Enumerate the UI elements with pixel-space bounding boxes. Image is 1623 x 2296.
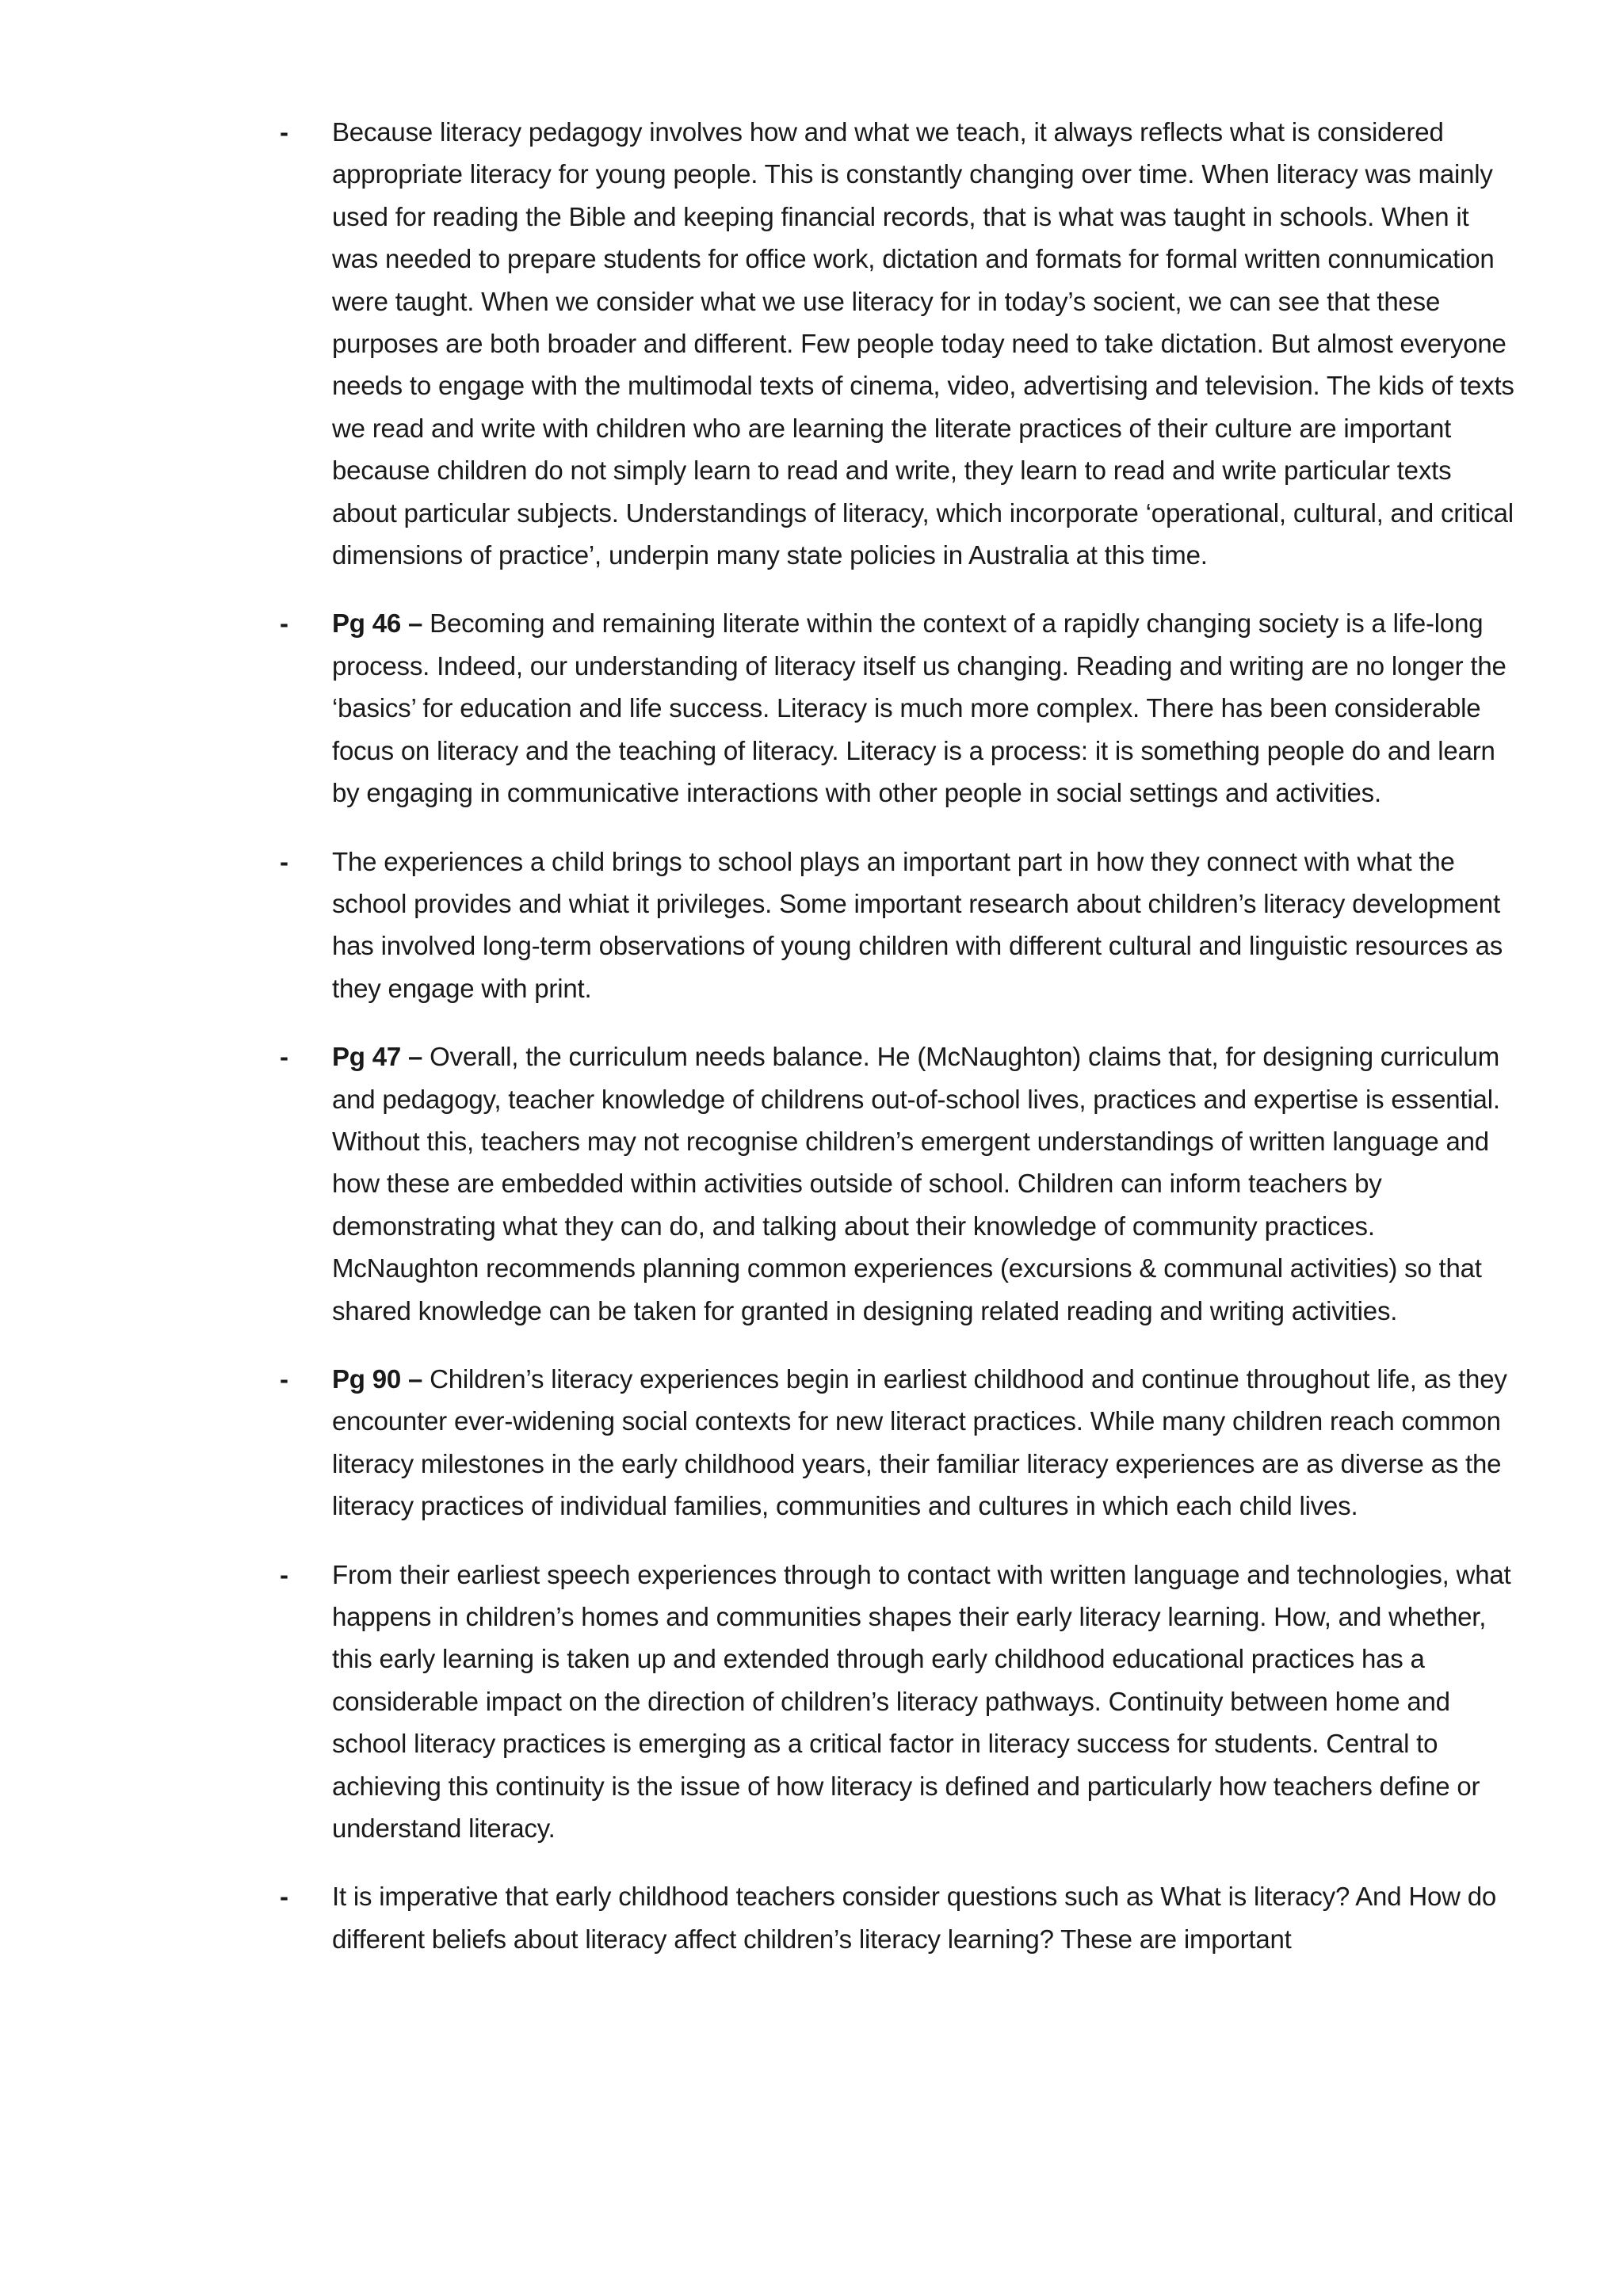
page-reference: Pg 46 – bbox=[332, 608, 430, 639]
list-item bbox=[280, 602, 1516, 814]
page-reference: Pg 47 – bbox=[332, 1042, 430, 1072]
bullet-dash: - bbox=[280, 1363, 288, 1394]
list-item bbox=[280, 1035, 1516, 1332]
bullet-dash: - bbox=[280, 1042, 288, 1072]
paragraph-text: Children’s literacy experiences begin in earliest childhood and continue throughout life, as they encounter ever-widening social contexts for new literact practices. While many children reach common literacy milestones in the early childhood years, their familiar literacy experiences are as diverse as the literacy practices of individual families, communities and cultures in which each child lives. bbox=[332, 1363, 1507, 1521]
list-item bbox=[280, 1554, 1516, 1850]
list-item bbox=[280, 1875, 1516, 1960]
bullet-dash: - bbox=[280, 1559, 288, 1589]
page-reference: Pg 90 – bbox=[332, 1363, 430, 1394]
list-item bbox=[280, 1358, 1516, 1527]
paragraph-text: From their earliest speech experiences through to contact with written language and technologies, what happens in children’s homes and communities shapes their early literacy learning. How, and whether, this early learning is taken up and extended through early childhood educational practices has a considerable impact on the direction of children’s literacy pathways. Continuity between home and school literacy practices is emerging as a critical factor in literacy success for students. Central to achieving this continuity is the issue of how literacy is defined and particularly how teachers define or understand literacy. bbox=[332, 1559, 1511, 1844]
bullet-dash: - bbox=[280, 608, 288, 639]
paragraph-text: Overall, the curriculum needs balance. He (McNaughton) claims that, for designing curriculum and pedagogy, teacher knowledge of childrens out-of-school lives, practices and expertise is essential. Without this, teachers may not recognise children’s emergent understandings of written language and how these are embedded within activities outside of school. Children can inform teachers by demonstrating what they can do, and talking about their knowledge of community practices. McNaughton recommends planning common experiences (excursions & communal activities) so that shared knowledge can be taken for granted in designing related reading and writing activities. bbox=[332, 1042, 1500, 1325]
paragraph-text: It is imperative that early childhood teachers consider questions such as What is literacy? And How do different beliefs about literacy affect children’s literacy learning? These are important bbox=[332, 1882, 1497, 1954]
bullet-dash: - bbox=[280, 846, 288, 876]
paragraph-text: Becoming and remaining literate within the context of a rapidly changing society is a life-long process. Indeed, our understanding of literacy itself us changing. Reading and writing are no longer the ‘basics’ for education and life success. Literacy is much more complex. There has been considerable focus on literacy and the teaching of literacy. Literacy is a process: it is something people do and learn by engaging in communicative interactions with other people in social settings and activities. bbox=[332, 608, 1507, 808]
bullet-list bbox=[280, 111, 1516, 1986]
bullet-dash: - bbox=[280, 1882, 288, 1912]
paragraph-text: Because literacy pedagogy involves how and what we teach, it always reflects what is considered appropriate literacy for young people. This is constantly changing over time. When literacy was mainly used for reading the Bible and keeping financial records, that is what was taught in schools. When it was needed to prepare students for office work, dictation and formats for formal written connumication were taught. When we consider what we use literacy for in today’s socient, we can see that these purposes are both broader and different. Few people today need to take dictation. But almost everyone needs to engage with the multimodal texts of cinema, video, advertising and television. The kids of texts we read and write with children who are learning the literate practices of their culture are important because children do not simply learn to read and write, they learn to read and write particular texts about particular subjects. Understandings of literacy, which incorporate ‘operational, cultural, and critical dimensions of practice’, underpin many state policies in Australia at this time. bbox=[332, 117, 1514, 570]
bullet-dash: - bbox=[280, 117, 288, 147]
list-item bbox=[280, 841, 1516, 1010]
paragraph-text: The experiences a child brings to school plays an important part in how they connect with what the school provides and whiat it privileges. Some important research about children’s literacy development has involved long-term observations of young children with different cultural and linguistic resources as they engage with print. bbox=[332, 846, 1503, 1003]
list-item bbox=[280, 111, 1516, 576]
